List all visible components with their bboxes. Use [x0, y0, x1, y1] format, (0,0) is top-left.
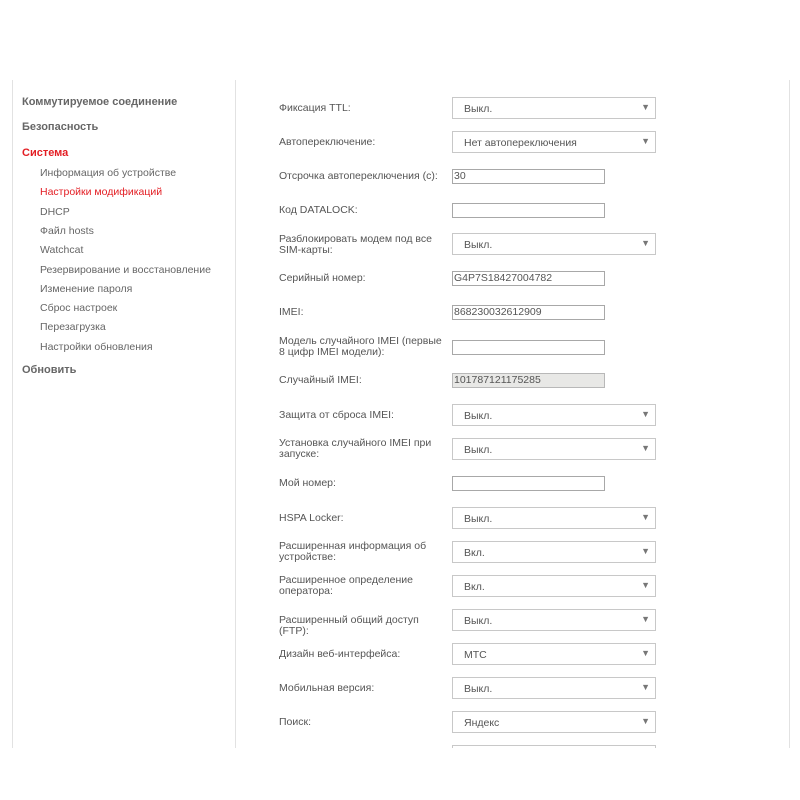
form-row-my-number: [236, 475, 790, 509]
sidebar-section-update[interactable]: Обновить: [22, 364, 77, 376]
sidebar-section-system[interactable]: Система: [22, 147, 69, 159]
form-row-serial: [236, 270, 790, 304]
imei-reset-protect-select[interactable]: [452, 404, 656, 426]
form-row-autoswitch-delay: [236, 168, 790, 202]
imei-input[interactable]: 868230032612909: [452, 305, 605, 320]
chevron-down-icon: ▼: [641, 580, 650, 590]
form-row-ext-ftp: [236, 609, 790, 643]
form-row-ext-operator: [236, 575, 790, 609]
sim-unlock-select-value: Выкл.: [464, 239, 493, 251]
serial-label: Серийный номер:: [279, 272, 366, 284]
sidebar-item-mod-settings[interactable]: Настройки модификаций: [40, 186, 163, 198]
chevron-down-icon: ▼: [641, 546, 650, 556]
sidebar-item-update-settings[interactable]: Настройки обновления: [40, 341, 153, 353]
datalock-label: Код DATALOCK:: [279, 204, 358, 216]
serial-input[interactable]: G4P7S18427004782: [452, 271, 605, 286]
sidebar-item-hosts-file[interactable]: Файл hosts: [40, 225, 94, 237]
sim-unlock-select[interactable]: [452, 233, 656, 255]
random-imei-label: Случайный IMEI:: [279, 374, 362, 386]
form-row-datalock: [236, 202, 790, 236]
form-row-search: [236, 711, 790, 745]
chevron-down-icon: ▼: [641, 136, 650, 146]
ext-device-info-select[interactable]: [452, 541, 656, 563]
hspa-locker-label: HSPA Locker:: [279, 512, 344, 524]
my-number-label: Мой номер:: [279, 477, 336, 489]
sidebar-item-backup-restore[interactable]: Резервирование и восстановление: [40, 264, 211, 276]
ext-ftp-select-value: Выкл.: [464, 615, 493, 627]
partial-select[interactable]: [452, 745, 656, 748]
web-design-label: Дизайн веб-интерфейса:: [279, 648, 401, 660]
ttl-select[interactable]: [452, 97, 656, 119]
ext-operator-select[interactable]: [452, 575, 656, 597]
hspa-locker-select-value: Выкл.: [464, 513, 493, 525]
form-row-sim-unlock: [236, 233, 790, 267]
chevron-down-icon: ▼: [641, 716, 650, 726]
chevron-down-icon: ▼: [641, 614, 650, 624]
settings-form: [236, 80, 790, 748]
web-design-select[interactable]: [452, 643, 656, 665]
ttl-label: Фиксация TTL:: [279, 102, 351, 114]
my-number-input[interactable]: [452, 476, 605, 491]
ext-operator-select-value: Вкл.: [464, 581, 485, 593]
form-row-imei: [236, 304, 790, 338]
form-row-random-imei: [236, 372, 790, 406]
sidebar-item-watchcat[interactable]: Watchcat: [40, 244, 84, 256]
ext-device-info-label: Расширенная информация об устройстве:: [279, 540, 427, 563]
random-imei-model-input[interactable]: [452, 340, 605, 355]
search-select-value: Яндекс: [464, 717, 500, 729]
datalock-input[interactable]: [452, 203, 605, 218]
sidebar-item-change-password[interactable]: Изменение пароля: [40, 283, 133, 295]
ext-device-info-select-value: Вкл.: [464, 547, 485, 559]
random-imei-input: 101787121175285: [452, 373, 605, 388]
imei-label: IMEI:: [279, 306, 304, 318]
hspa-locker-select[interactable]: [452, 507, 656, 529]
sidebar-item-device-info[interactable]: Информация об устройстве: [40, 167, 177, 179]
web-design-select-value: МТС: [464, 649, 487, 661]
form-row-hspa-locker: [236, 507, 790, 541]
form-row-random-imei-on-start: [236, 438, 790, 472]
search-select[interactable]: [452, 711, 656, 733]
search-label: Поиск:: [279, 716, 312, 728]
mobile-version-select-value: Выкл.: [464, 683, 493, 695]
chevron-down-icon: ▼: [641, 682, 650, 692]
autoswitch-label: Автопереключение:: [279, 136, 376, 148]
ext-operator-label: Расширенное определение оператора:: [279, 574, 413, 597]
ext-ftp-label: Расширенный общий доступ (FTP):: [279, 614, 419, 637]
form-row-mobile-version: [236, 677, 790, 711]
ext-ftp-select[interactable]: [452, 609, 656, 631]
sidebar-item-dhcp[interactable]: DHCP: [40, 206, 70, 218]
sidebar-item-factory-reset[interactable]: Сброс настроек: [40, 302, 118, 314]
random-imei-on-start-select-value: Выкл.: [464, 444, 493, 456]
autoswitch-select[interactable]: [452, 131, 656, 153]
form-row-ttl: [236, 97, 790, 131]
chevron-down-icon: ▼: [641, 512, 650, 522]
autoswitch-select-value: Нет автопереключения: [464, 137, 577, 149]
random-imei-model-label: Модель случайного IMEI (первые 8 цифр IMEI модели):: [279, 335, 442, 358]
form-row-autoswitch: [236, 131, 790, 165]
chevron-down-icon: ▼: [641, 102, 650, 112]
form-row-ext-device-info: [236, 541, 790, 575]
autoswitch-delay-input[interactable]: 30: [452, 169, 605, 184]
form-row-random-imei-model: [236, 336, 790, 370]
mobile-version-label: Мобильная версия:: [279, 682, 375, 694]
random-imei-on-start-label: Установка случайного IMEI при запуске:: [279, 437, 432, 460]
random-imei-on-start-select[interactable]: [452, 438, 656, 460]
imei-reset-protect-select-value: Выкл.: [464, 410, 493, 422]
sidebar-section-dialup[interactable]: Коммутируемое соединение: [22, 96, 178, 108]
autoswitch-delay-label: Отсрочка автопереключения (с):: [279, 170, 438, 182]
imei-reset-protect-label: Защита от сброса IMEI:: [279, 409, 394, 421]
form-row-imei-reset-protect: [236, 404, 790, 438]
form-row-web-design: [236, 643, 790, 677]
mobile-version-select[interactable]: [452, 677, 656, 699]
chevron-down-icon: ▼: [641, 238, 650, 248]
chevron-down-icon: ▼: [641, 409, 650, 419]
chevron-down-icon: ▼: [641, 648, 650, 658]
sidebar-section-security[interactable]: Безопасность: [22, 121, 99, 133]
sidebar: [12, 80, 236, 748]
ttl-select-value: Выкл.: [464, 103, 493, 115]
chevron-down-icon: ▼: [641, 443, 650, 453]
sim-unlock-label: Разблокировать модем под все SIM-карты:: [279, 233, 432, 256]
sidebar-item-reboot[interactable]: Перезагрузка: [40, 321, 106, 333]
